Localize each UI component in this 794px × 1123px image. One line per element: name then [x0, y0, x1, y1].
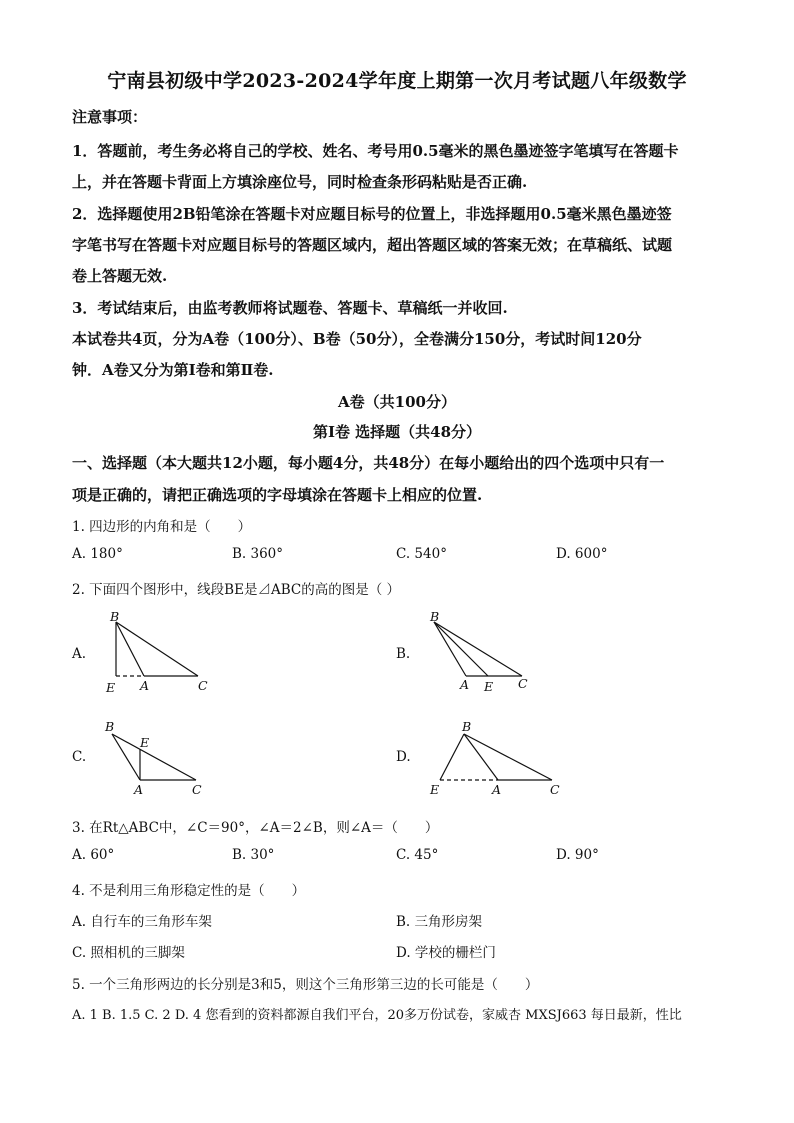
section-intro-line-1: 一、选择题（本大题共12小题，每小题4分，共48分）在每小题给出的四个选项中只有一: [72, 454, 665, 472]
question-2-figure-d: [420, 716, 570, 800]
notice-line-1: 1．答题前，考生务必将自己的学校、姓名、考号用0.5毫米的黑色墨迹签字笔填写在答题卡: [72, 142, 679, 160]
section-a-title: A卷（共100分）: [338, 393, 456, 411]
fig-d-label-b: B: [462, 719, 472, 734]
fig-c-label-a: A: [134, 782, 144, 797]
fig-c-label-b: B: [105, 719, 115, 734]
question-2-figure-b: [420, 608, 540, 692]
question-2-stem: 2. 下面四个图形中，线段BE是⊿ABC的高的图是（ ）: [72, 582, 400, 598]
question-2-option-b-label[interactable]: B.: [396, 646, 411, 662]
fig-c-label-e: E: [140, 735, 150, 750]
question-4-option-c[interactable]: C. 照相机的三脚架: [72, 945, 185, 961]
notice-line-5: 卷上答题无效.: [72, 267, 168, 285]
fig-a-label-c: C: [198, 678, 208, 693]
exam-title: 宁南县初级中学2023-2024学年度上期第一次月考试题八年级数学: [107, 70, 687, 92]
question-4-option-a[interactable]: A. 自行车的三角形车架: [72, 914, 212, 930]
question-2-option-c-label[interactable]: C.: [72, 749, 87, 765]
section-intro-line-2: 项是正确的，请把正确选项的字母填涂在答题卡上相应的位置.: [72, 486, 483, 504]
notice-line-2: 上，并在答题卡背面上方填涂座位号，同时检查条形码粘贴是否正确.: [72, 173, 528, 191]
notice-heading: 注意事项：: [72, 108, 148, 126]
fig-d-label-c: C: [550, 782, 560, 797]
question-2-option-a-label[interactable]: A.: [72, 646, 87, 662]
question-3-option-b[interactable]: B. 30°: [232, 847, 275, 863]
question-4-stem: 4. 不是利用三角形稳定性的是（ ）: [72, 883, 306, 899]
part1-title: 第Ⅰ卷 选择题（共48分）: [312, 423, 482, 441]
notice-line-6: 3．考试结束后，由监考教师将试题卷、答题卡、草稿纸一并收回.: [72, 299, 508, 317]
question-3-stem: 3. 在Rt△ABC中，∠C＝90°，∠A＝2∠B，则∠A＝（ ）: [72, 820, 439, 836]
question-1-option-b[interactable]: B. 360°: [232, 546, 284, 562]
question-2-figure-a: [100, 609, 220, 696]
fig-b-label-e: E: [484, 679, 494, 694]
question-5-stem: 5. 一个三角形两边的长分别是3和5，则这个三角形第三边的长可能是（ ）: [72, 977, 539, 993]
question-4-option-d[interactable]: D. 学校的栅栏门: [396, 945, 496, 961]
notice-line-4: 字笔书写在答题卡对应题目标号的答题区域内，超出答题区域的答案无效；在草稿纸、试题: [72, 236, 673, 254]
fig-b-label-a: A: [460, 677, 470, 692]
fig-a-label-b: B: [110, 609, 120, 624]
question-3-option-d[interactable]: D. 90°: [556, 847, 599, 863]
fig-d-label-a: A: [492, 782, 502, 797]
question-3-option-a[interactable]: A. 60°: [72, 847, 115, 863]
fig-d-label-e: E: [430, 782, 440, 797]
question-1-option-a[interactable]: A. 180°: [72, 546, 123, 562]
fig-b-label-b: B: [430, 609, 440, 624]
fig-b-label-c: C: [518, 676, 528, 691]
question-1-stem: 1. 四边形的内角和是（ ）: [72, 519, 252, 535]
question-2-option-d-label[interactable]: D.: [396, 749, 411, 765]
question-4-option-b[interactable]: B. 三角形房架: [396, 914, 483, 930]
notice-line-3: 2．选择题使用2B铅笔涂在答题卡对应题目标号的位置上，非选择题用0.5毫米黑色墨迹签: [72, 205, 672, 223]
fig-c-label-c: C: [192, 782, 202, 797]
question-1-option-d[interactable]: D. 600°: [556, 546, 608, 562]
question-3-option-c[interactable]: C. 45°: [396, 847, 439, 863]
question-2-figure-c: [100, 716, 220, 800]
fig-a-label-e: E: [106, 680, 116, 695]
question-1-option-c[interactable]: C. 540°: [396, 546, 447, 562]
question-5-options[interactable]: A. 1 B. 1.5 C. 2 D. 4 您看到的资料都源自我们平台，20多万份试卷，家威杏 MXSJ663 每日最新，性比: [72, 1008, 682, 1023]
notice-line-8: 钟．A卷又分为第Ⅰ卷和第Ⅱ卷.: [72, 361, 274, 379]
notice-line-7: 本试卷共4页，分为A卷（100分）、B卷（50分），全卷满分150分，考试时间120分: [72, 330, 642, 348]
fig-a-label-a: A: [140, 678, 150, 693]
